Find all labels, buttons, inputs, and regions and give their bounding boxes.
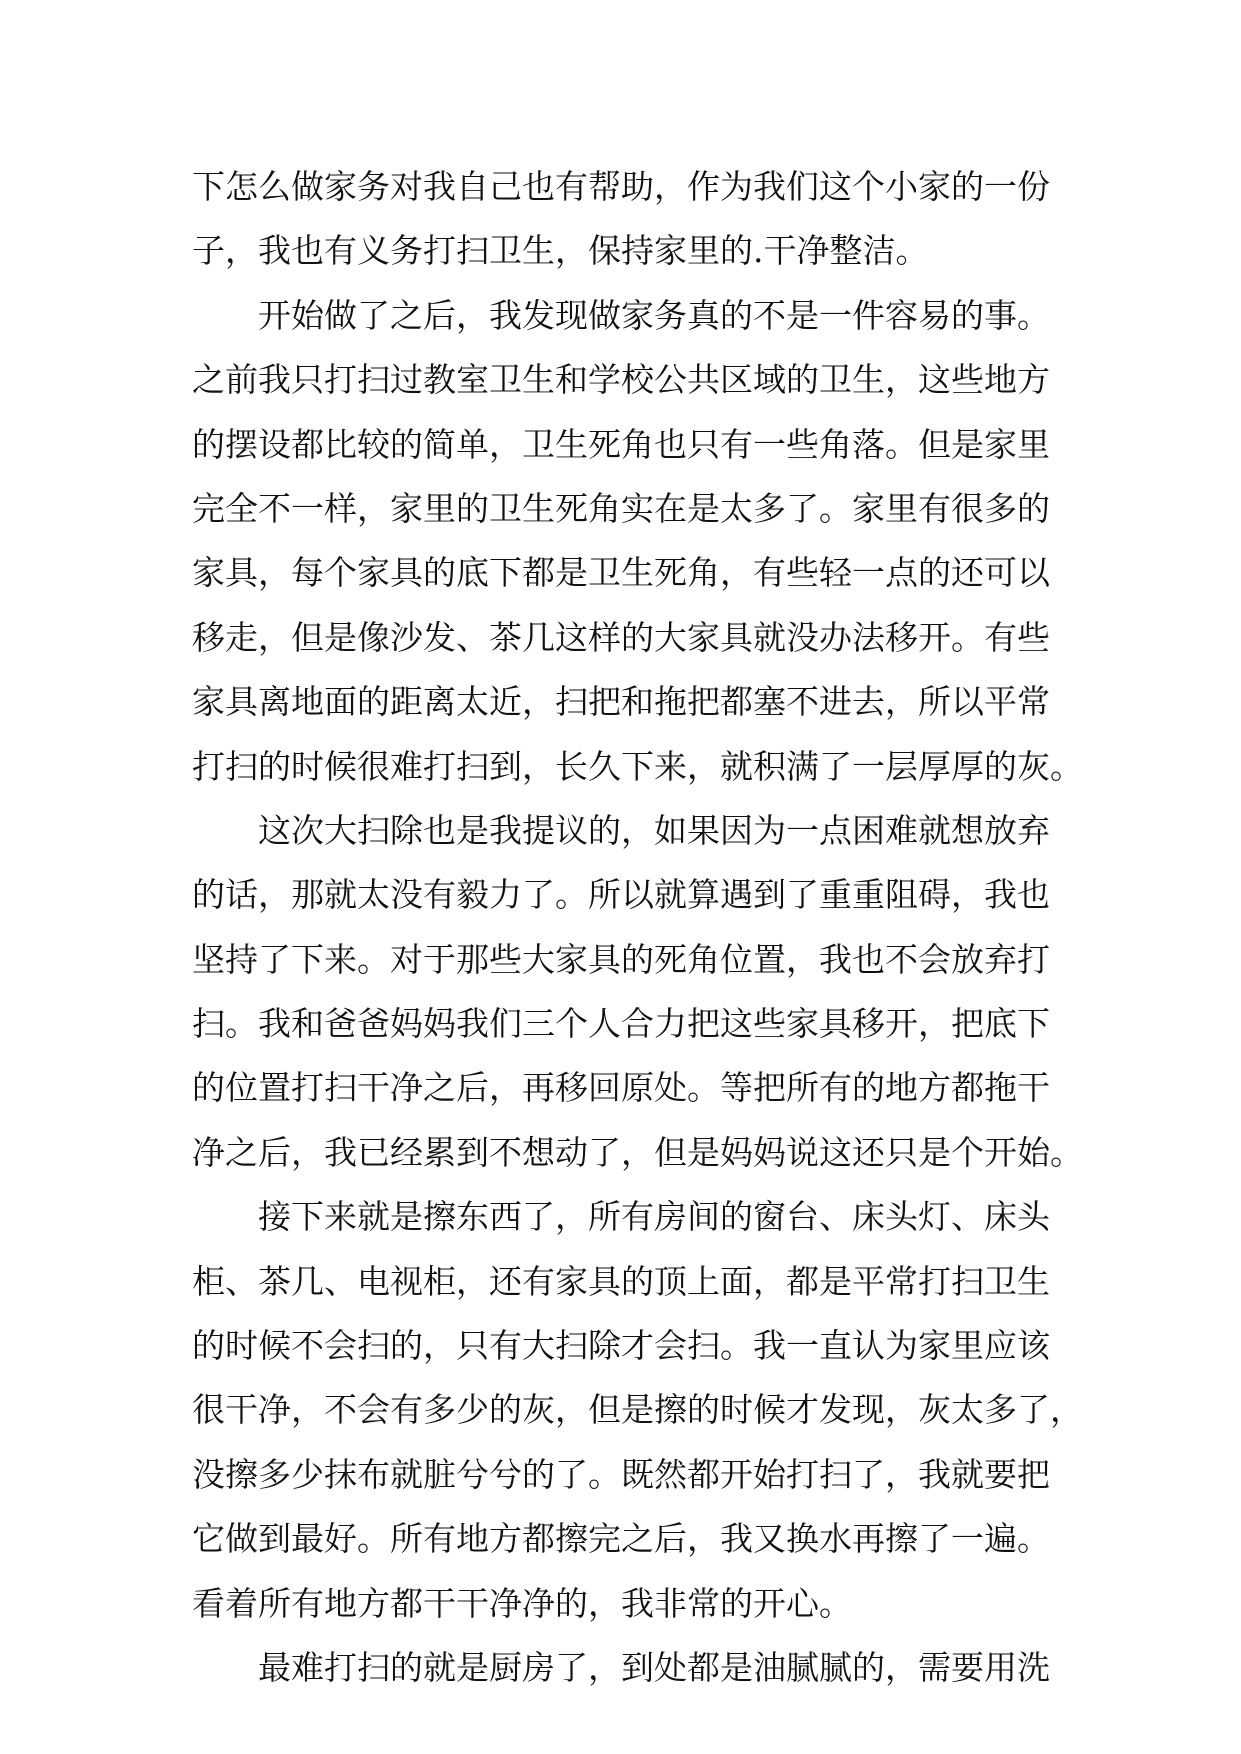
- paragraph-start-line: 最难打扫的就是厨房了，到处都是油腻腻的，需要用洗: [258, 1647, 1050, 1687]
- text-line: 没擦多少抹布就脏兮兮的了。既然都开始打扫了，我就要把: [192, 1454, 1050, 1494]
- text-line: 打扫的时候很难打扫到，长久下来，就积满了一层厚厚的灰。: [192, 746, 1083, 786]
- text-line: 看着所有地方都干干净净的，我非常的开心。: [192, 1583, 852, 1623]
- text-line: 下怎么做家务对我自己也有帮助，作为我们这个小家的一份: [192, 167, 1050, 206]
- text-line: 移走，但是像沙发、茶几这样的大家具就没办法移开。有些: [192, 617, 1050, 657]
- text-line: 家具，每个家具的底下都是卫生死角，有些轻一点的还可以: [192, 553, 1050, 593]
- paragraph-start-line: 接下来就是擦东西了，所有房间的窗台、床头灯、床头: [258, 1197, 1050, 1237]
- text-line: 子，我也有义务打扫卫生，保持家里的.干净整洁。: [192, 231, 929, 271]
- body-text: [192, 155, 1082, 1700]
- text-line: 的位置打扫干净之后，再移回原处。等把所有的地方都拖干: [192, 1068, 1050, 1108]
- text-line: 净之后，我已经累到不想动了，但是妈妈说这还只是个开始。: [192, 1132, 1083, 1172]
- paragraph-start-line: 开始做了之后，我发现做家务真的不是一件容易的事。: [258, 295, 1050, 335]
- text-line: 之前我只打扫过教室卫生和学校公共区域的卫生，这些地方: [192, 360, 1050, 400]
- text-line: 柜、茶几、电视柜，还有家具的顶上面，都是平常打扫卫生: [192, 1261, 1050, 1301]
- text-line: 坚持了下来。对于那些大家具的死角位置，我也不会放弃打: [192, 939, 1050, 979]
- text-line: 的摆设都比较的简单，卫生死角也只有一些角落。但是家里: [192, 424, 1050, 464]
- paragraph-start-line: 这次大扫除也是我提议的，如果因为一点困难就想放弃: [258, 810, 1050, 850]
- text-line: 它做到最好。所有地方都擦完之后，我又换水再擦了一遍。: [192, 1519, 1050, 1559]
- text-line: 完全不一样，家里的卫生死角实在是太多了。家里有很多的: [192, 488, 1050, 528]
- text-line: 的时候不会扫的，只有大扫除才会扫。我一直认为家里应该: [192, 1326, 1050, 1366]
- text-line: 扫。我和爸爸妈妈我们三个人合力把这些家具移开，把底下: [192, 1004, 1050, 1044]
- text-line: 很干净，不会有多少的灰，但是擦的时候才发现，灰太多了，: [192, 1390, 1083, 1430]
- text-line: 的话，那就太没有毅力了。所以就算遇到了重重阻碍，我也: [192, 875, 1050, 915]
- text-line: 家具离地面的距离太近，扫把和拖把都塞不进去，所以平常: [192, 682, 1050, 722]
